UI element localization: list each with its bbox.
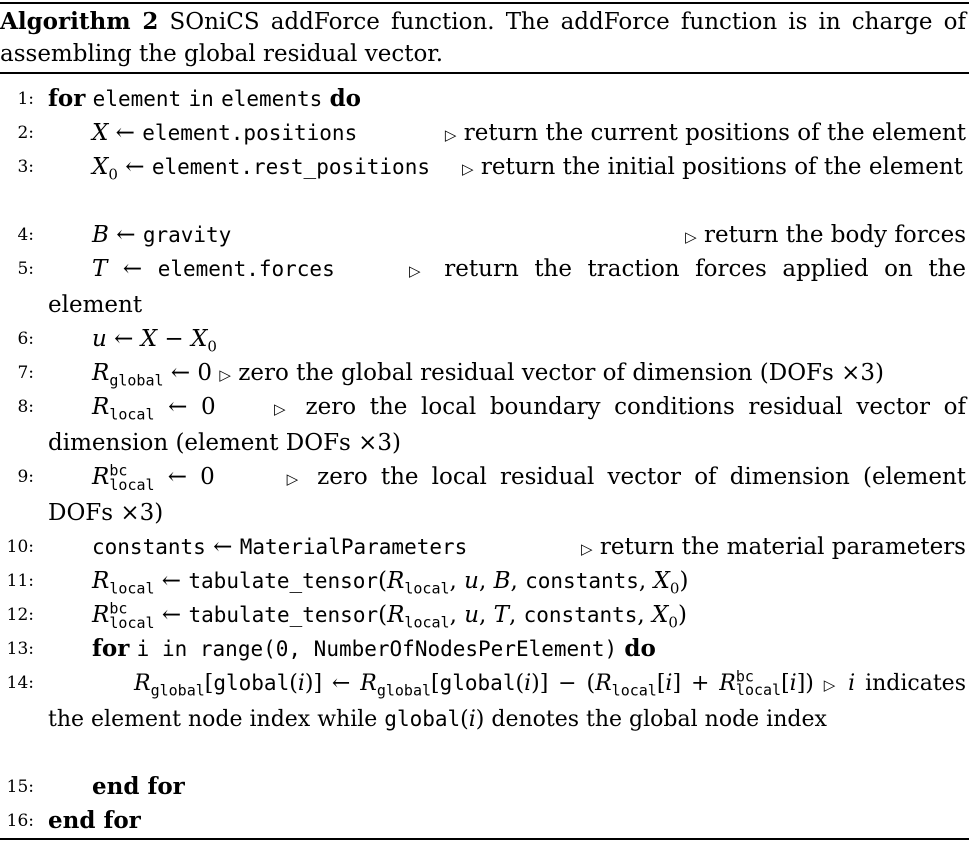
algorithm-line-15: end for [92,773,185,800]
algorithm-line-8: $R_{local}$ ← 0 ▷ zero the local boundary conditions residual vector of dimension (element DOFs ×3) [48,394,966,456]
line-number: 12: [6,605,34,625]
line-number: 4: [17,225,34,245]
line-number: 15: [6,777,34,797]
line-number: 9: [17,467,34,487]
algorithm-line-7: $R_{global}$ ← 0 ▷ zero the global residual vector of dimension (DOFs ×3) [92,360,885,390]
algorithm-line-2: X ← element.positions ▷ return the current positions of the element [92,120,966,146]
line-number: 7: [17,363,34,383]
algorithm-line-3: $X_0$ ← element.rest_positions ▷ return the initial positions of the element [92,154,963,184]
mid-rule [0,72,969,74]
line-number: 6: [17,329,34,349]
line-number: 5: [17,259,34,279]
algorithm-line-14: $R_{global}[global(i)]$ ← $R_{global}[global(i)] - (R_{local}[i] + R^{bc}_{local}[i])$ ▷ i indicates the element node index while global(i) denotes the global node index [48,667,966,732]
algorithm-line-16: end for [48,807,141,834]
line-number: 13: [6,639,34,659]
algorithm-label: Algorithm 2 [0,8,159,35]
line-number: 1: [17,89,34,109]
algorithm-line-13: for i in range(0, NumberOfNodesPerElement) do [92,635,656,662]
line-number: 11: [6,571,34,591]
line-number: 3: [17,157,34,177]
algorithm-line-5: T ← element.forces ▷ return the traction forces applied on the element [48,256,966,318]
algorithm-caption [0,6,966,70]
line-number: 10: [6,537,34,557]
algorithm-line-11: $R_{local}$ ← $tabulate\_tensor(R_{local}$, u, B, constants, $X_0$) [92,568,689,598]
line-number: 2: [17,123,34,143]
algorithm-line-12: $R^{bc}_{local}$ ← $tabulate\_tensor(R_{local}$, u, T, constants, $X_0$) [92,599,687,632]
line-number: 16: [6,811,34,831]
algorithm-line-10: constants ← MaterialParameters ▷ return the material parameters [92,534,966,560]
line-number: 8: [17,397,34,417]
algorithm-line-4: B ← gravity ▷ return the body forces [92,222,966,248]
algorithm-line-6: u ← $X - X_0$ [92,326,217,356]
caption-text: SOniCS addForce function. The addForce function is in charge of assembling the global residual vector. [0,9,966,67]
algorithm-line-9: $R^{bc}_{local}$ ← 0 ▷ zero the local residual vector of dimension (element DOFs ×3) [48,461,967,526]
algorithm-line-1: for element in elements do [48,85,362,112]
line-number: 14: [6,673,34,693]
top-rule [0,2,969,4]
bottom-rule [0,838,969,840]
